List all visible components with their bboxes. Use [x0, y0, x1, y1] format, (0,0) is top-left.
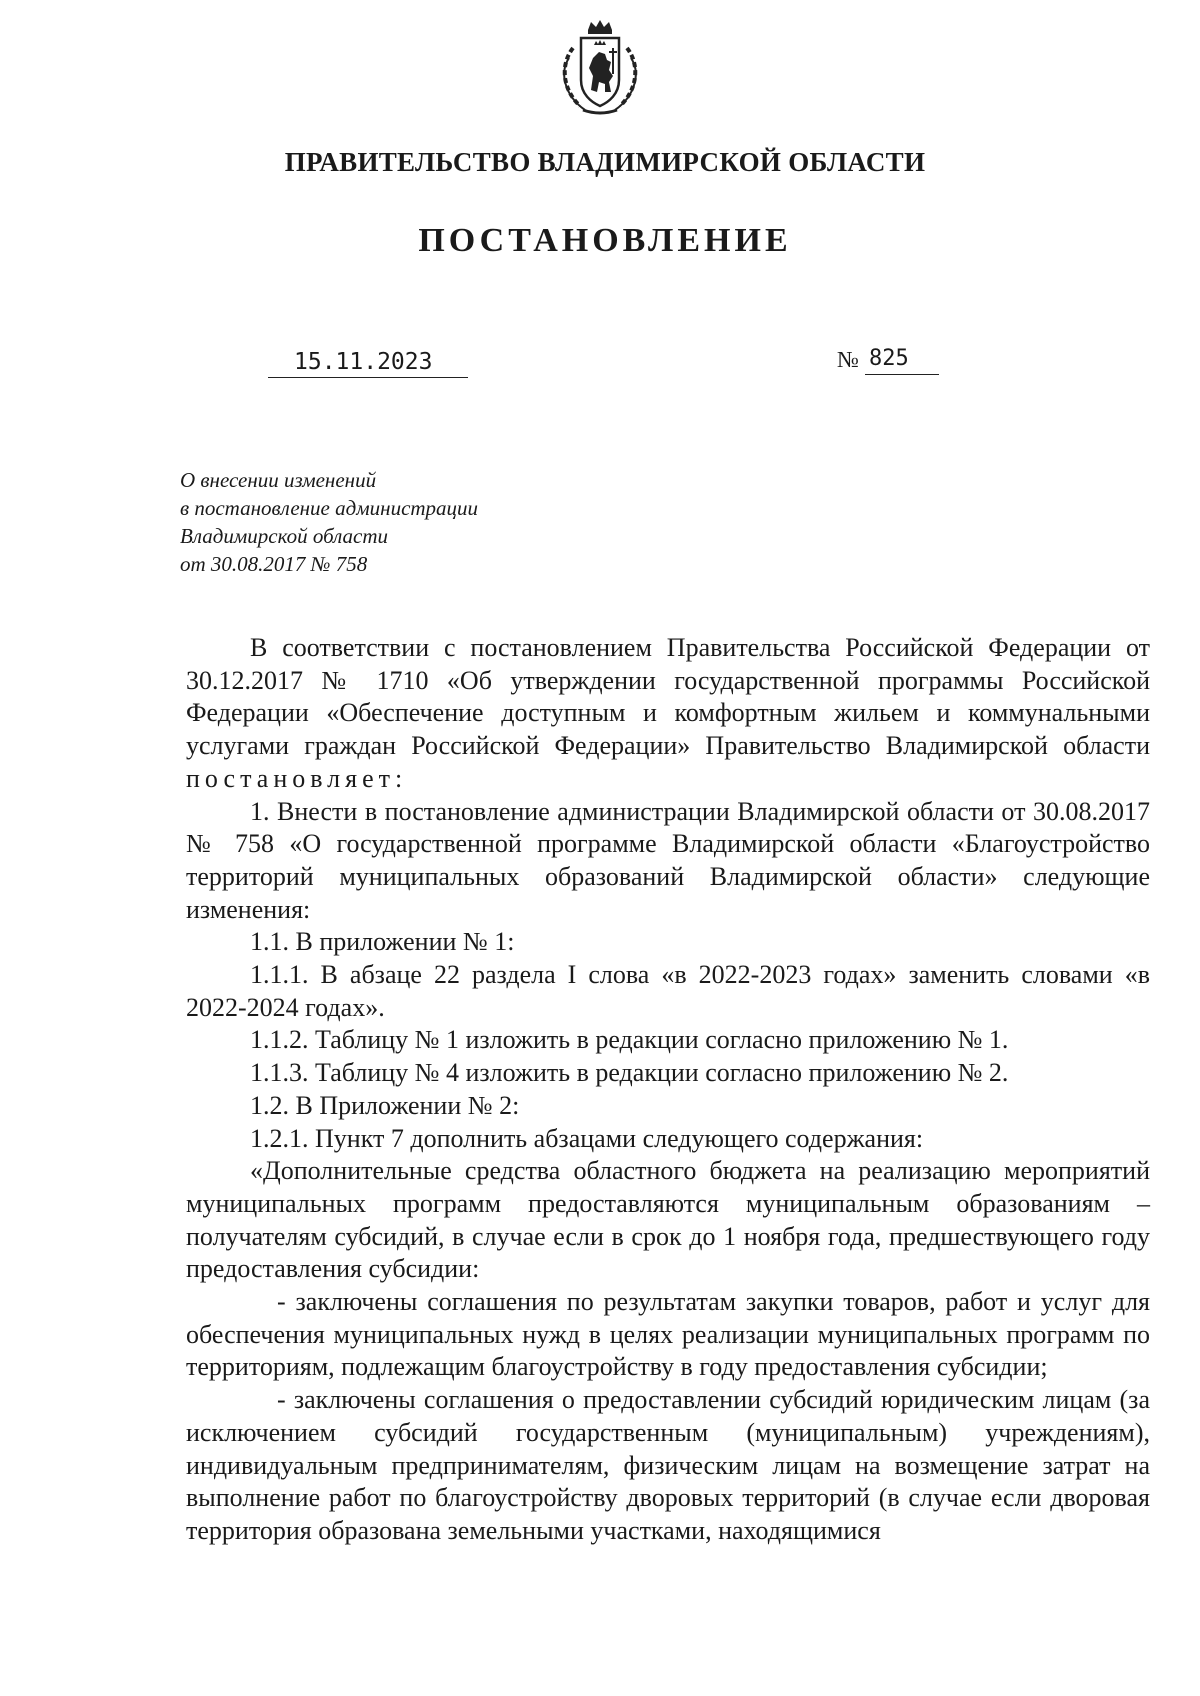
- document-number-block: [837, 344, 939, 375]
- body-paragraph: 1.1. В приложении № 1:: [250, 927, 515, 957]
- body-paragraph: - заключены соглашения по результатам закупки товаров, работ и услуг для обеспечения муниципальных нужд в целях реализации муниципальных программ по территориям, подлежащим благоустройству в году предоставления субсидии;: [186, 1287, 1150, 1382]
- body-paragraph-preamble: [186, 632, 1150, 796]
- document-number: 825: [865, 344, 939, 375]
- subject-line: от 30.08.2017 № 758: [180, 552, 368, 576]
- body-paragraph: 1.2.1. Пункт 7 дополнить абзацами следующего содержания:: [250, 1123, 924, 1153]
- document-body: [186, 632, 1150, 1548]
- subject-line: О внесении изменений: [180, 468, 377, 492]
- preamble-colon: :: [395, 763, 403, 793]
- preamble-text: В соответствии с постановлением Правительства Российской Федерации от 30.12.2017 № 1710 «Об утверждении государственной программы Российской Федерации «Обеспечение доступным и комфортным жильем и коммунальными услугами граждан Российской Федерации» Правительство Владимирской области: [186, 633, 1150, 761]
- document-subject: [180, 466, 478, 578]
- document-type-title: ПОСТАНОВЛЕНИЕ: [418, 222, 792, 259]
- number-sign: №: [837, 347, 859, 372]
- subject-line: в постановление администрации: [180, 496, 479, 520]
- subject-line: Владимирской области: [180, 524, 389, 548]
- body-paragraph: - заключены соглашения о предоставлении субсидий юридическим лицам (за исключением субсидий государственным (муниципальным) учреждениям), индивидуальным предпринимателям, физическим лицам на возмещение затрат на выполнение работ по благоустройству дворовых территорий (в случае если дворовая территория образована земельными участками, находящимися: [186, 1385, 1150, 1545]
- body-paragraph: «Дополнительные средства областного бюджета на реализацию мероприятий муниципальных программ предоставляются муниципальным образованиям – получателям субсидий, в случае если в срок до 1 ноября года, предшествующего году предоставления субсидии:: [186, 1156, 1150, 1284]
- body-paragraph: 1.1.2. Таблицу № 1 изложить в редакции согласно приложению № 1.: [250, 1025, 1009, 1055]
- organization-title: ПРАВИТЕЛЬСТВО ВЛАДИМИРСКОЙ ОБЛАСТИ: [284, 147, 926, 177]
- body-paragraph: 1.2. В Приложении № 2:: [250, 1090, 520, 1120]
- preamble-decree-word: постановляет: [186, 763, 396, 793]
- body-paragraph: 1. Внести в постановление администрации Владимирской области от 30.08.2017 № 758 «О государственной программе Владимирской области «Благоустройство территорий муниципальных образований Владимирской области» следующие изменения:: [186, 796, 1150, 924]
- body-paragraph: 1.1.1. В абзаце 22 раздела I слова «в 2022-2023 годах» заменить словами «в 2022-2024 годах».: [186, 960, 1150, 1022]
- document-date: 15.11.2023: [268, 347, 468, 378]
- coat-of-arms-icon: [555, 18, 645, 118]
- body-paragraph: 1.1.3. Таблицу № 4 изложить в редакции согласно приложению № 2.: [250, 1058, 1009, 1088]
